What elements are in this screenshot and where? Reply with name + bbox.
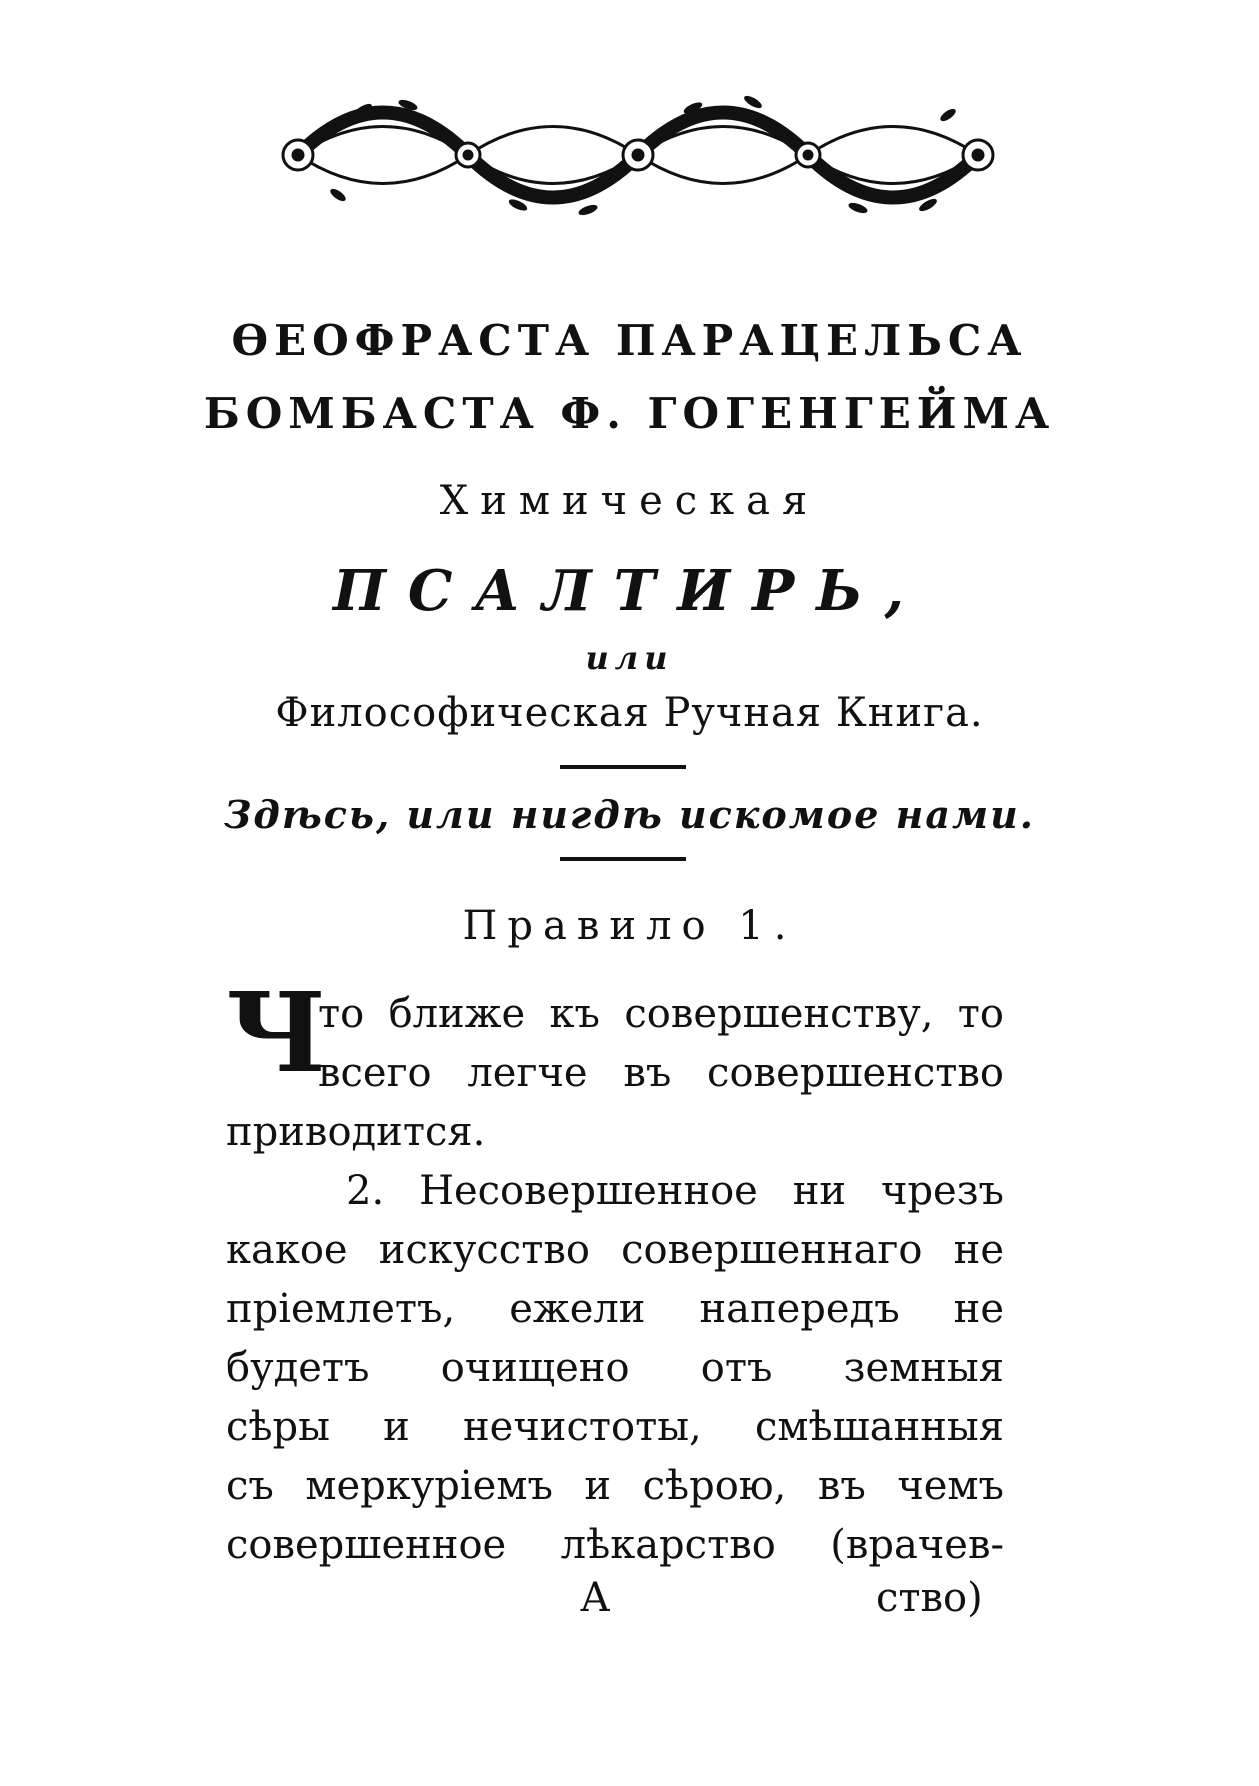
paragraph-2: [226, 1162, 1004, 1575]
conjunction: или: [585, 639, 674, 677]
catchword: ство): [876, 1575, 983, 1621]
title-line-1: ѲЕОФРАСТА ПАРАЦЕЛЬСА: [231, 316, 1028, 365]
text-line: совершенное лѣкарство (врачев-: [226, 1522, 1004, 1568]
text-line: съ меркуріемъ и сѣрою, въ чемъ: [226, 1463, 1004, 1509]
signature-mark: А: [580, 1575, 611, 1621]
motto: Здѣсь, или нигдѣ искомое нами.: [224, 792, 1035, 837]
section-heading: Правило 1.: [462, 903, 797, 949]
text-line: 2. Несовершенное ни чрезъ: [346, 1168, 1004, 1214]
text-line: всего легче въ совершенство: [318, 1050, 1004, 1096]
text-line: приводится.: [226, 1109, 486, 1155]
subtitle: Химическая: [439, 478, 820, 524]
divider-rule: [560, 857, 686, 861]
text-line: сѣры и нечистоты, смѣшанныя: [226, 1404, 1004, 1450]
paragraph-1: [226, 985, 1004, 1162]
subtitle-2: Философическая Ручная Книга.: [275, 690, 984, 736]
title-line-2: БОМБАСТА Ф. ГОГЕНГЕЙМА: [203, 389, 1056, 438]
text-line: пріемлетъ, ежели напередъ не: [226, 1286, 1004, 1332]
main-title: ПСАЛТИРЬ,: [332, 558, 926, 624]
text-line: будетъ очищено отъ земныя: [226, 1345, 1004, 1391]
text-line: какое искусство совершеннаго не: [226, 1227, 1004, 1273]
drop-cap: Ч: [226, 968, 327, 1097]
text-line: то ближе къ совершенству, то: [318, 991, 1004, 1037]
divider-rule: [560, 765, 686, 769]
floral-ornament: [258, 80, 1018, 230]
